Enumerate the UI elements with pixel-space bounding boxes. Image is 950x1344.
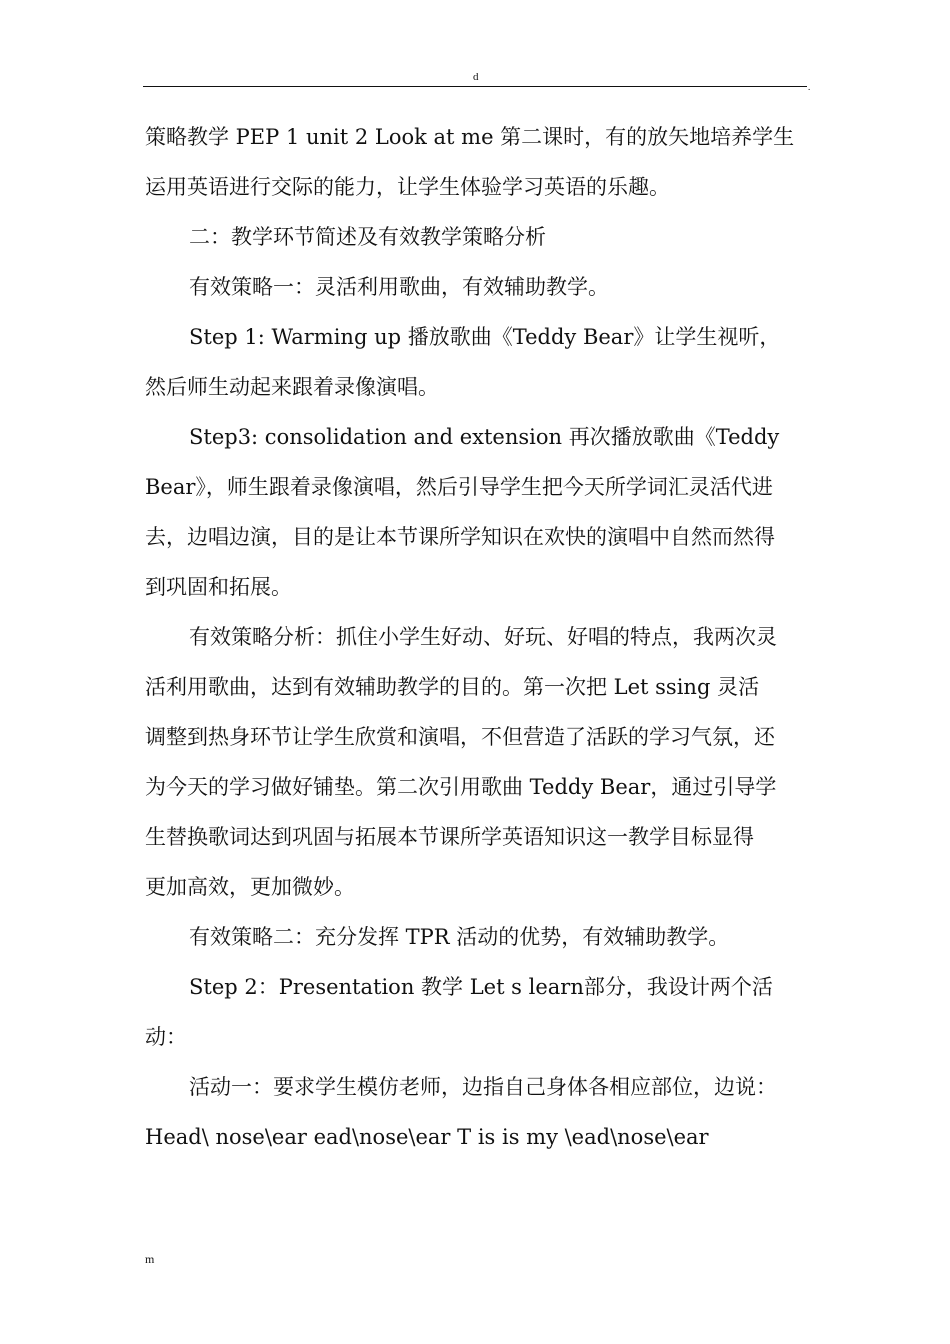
- body-text: [145, 112, 807, 1162]
- strategy-heading: 有效策略二：充分发挥 TPR 活动的优势，有效辅助教学。: [189, 925, 730, 949]
- text-line: 活动一：要求学生模仿老师，边指自己身体各相应部位，边说：: [189, 1075, 777, 1099]
- section-heading: 二：教学环节简述及有效教学策略分析: [189, 225, 546, 249]
- text-line: 运用英语进行交际的能力，让学生体验学习英语的乐趣。: [145, 175, 670, 199]
- header-corner-dot: .: [808, 82, 811, 92]
- text-line: 然后师生动起来跟着录像演唱。: [145, 375, 439, 399]
- header-rule: [143, 86, 807, 87]
- text-line: Head\ nose\ear ead\nose\ear T is is my \ead\nose\ear: [145, 1125, 709, 1149]
- text-line: 策略教学 PEP 1 unit 2 Look at me 第二课时，有的放矢地培养学生: [145, 125, 795, 149]
- text-line: 有效策略分析：抓住小学生好动、好玩、好唱的特点，我两次灵: [189, 625, 777, 649]
- header-mark: d: [473, 71, 479, 83]
- text-line: Step 1: Warming up 播放歌曲《Teddy Bear》让学生视听，: [189, 325, 781, 349]
- text-line: 活利用歌曲，达到有效辅助教学的目的。第一次把 Let ssing 灵活: [145, 675, 760, 699]
- text-line: Step 2：Presentation 教学 Let s learn部分，我设计两个活: [189, 975, 773, 999]
- text-line: 动：: [145, 1025, 187, 1049]
- text-line: 更加高效，更加微妙。: [145, 875, 355, 899]
- text-line: 生替换歌词达到巩固与拓展本节课所学英语知识这一教学目标显得: [145, 825, 754, 849]
- text-line: 到巩固和拓展。: [145, 575, 292, 599]
- strategy-heading: 有效策略一：灵活利用歌曲，有效辅助教学。: [189, 275, 609, 299]
- text-line: 为今天的学习做好铺垫。第二次引用歌曲 Teddy Bear，通过引导学: [145, 775, 777, 799]
- text-line: 调整到热身环节让学生欣赏和演唱，不但营造了活跃的学习气氛，还: [145, 725, 775, 749]
- footer-mark: m: [145, 1252, 155, 1266]
- text-line: Step3: consolidation and extension 再次播放歌曲《Teddy: [189, 425, 780, 449]
- text-line: Bear》，师生跟着录像演唱，然后引导学生把今天所学词汇灵活代进: [145, 475, 773, 499]
- text-line: 去，边唱边演，目的是让本节课所学知识在欢快的演唱中自然而然得: [145, 525, 775, 549]
